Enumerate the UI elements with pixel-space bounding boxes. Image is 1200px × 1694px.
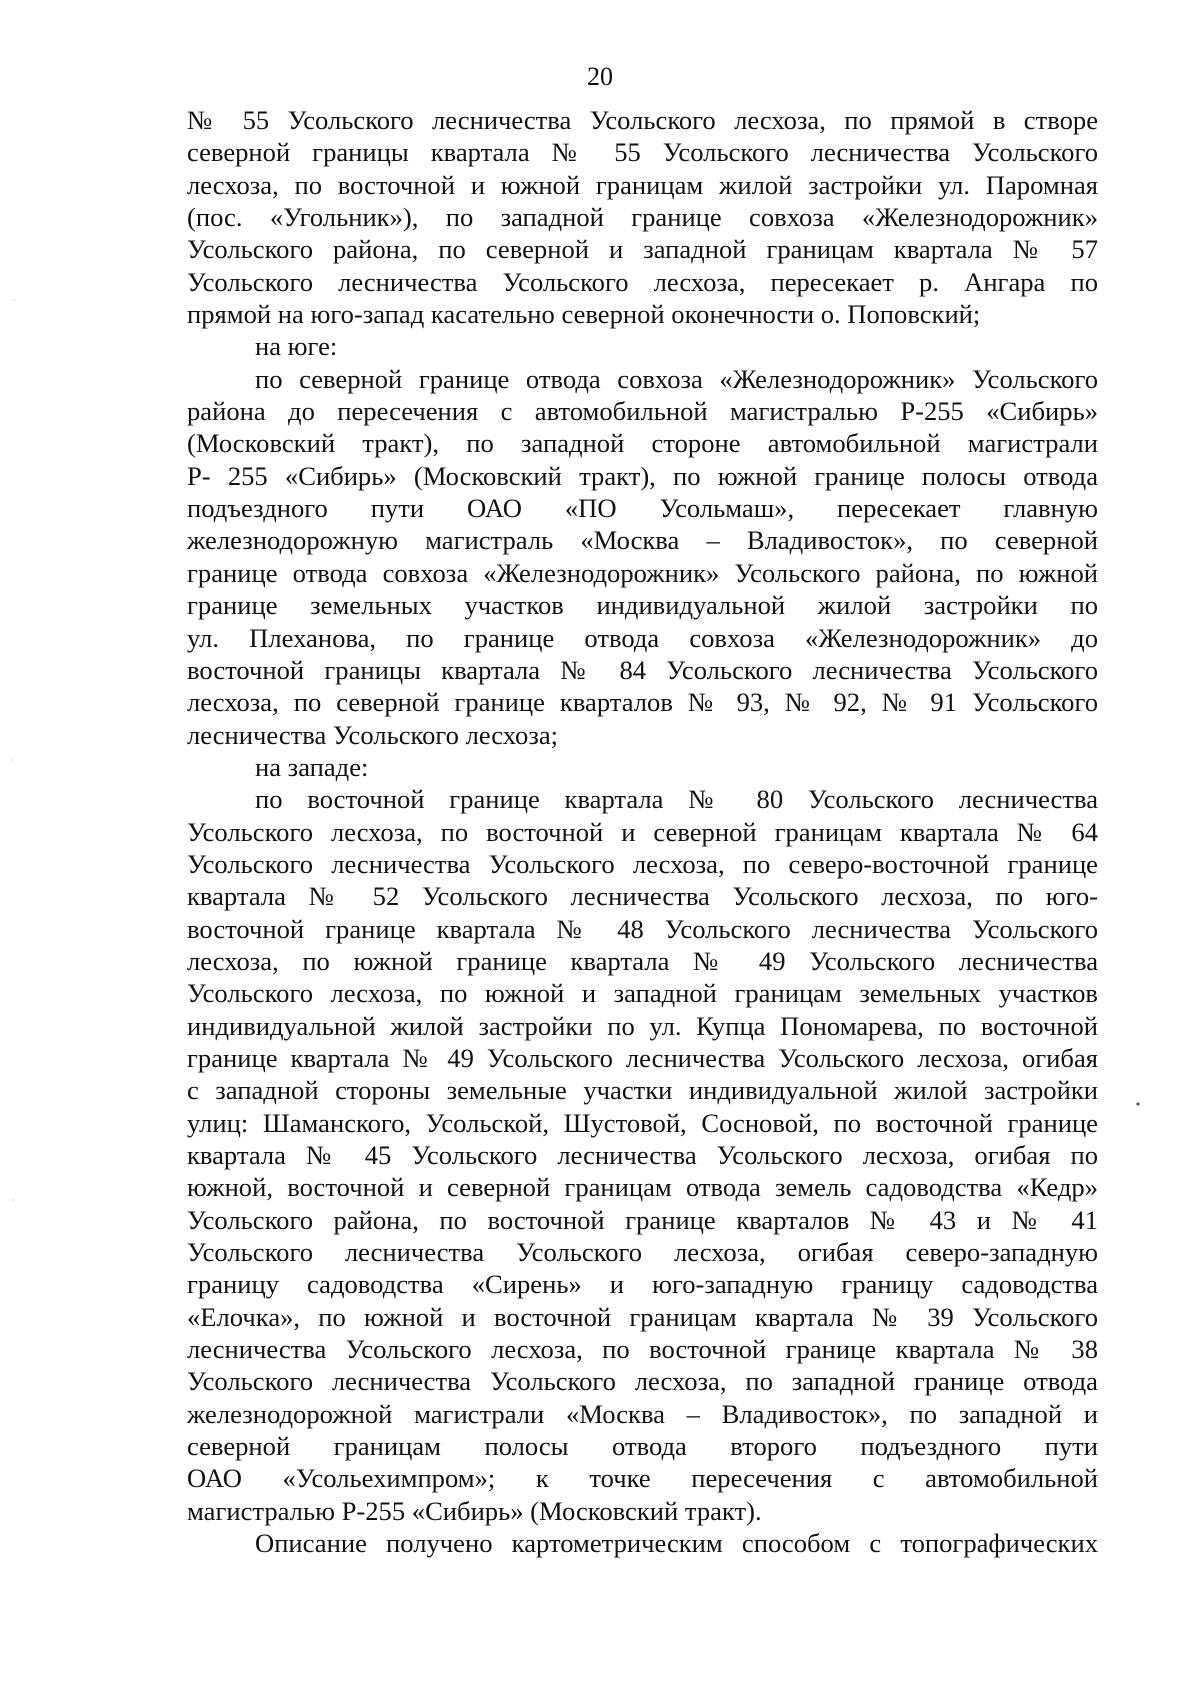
text-line: (пос. «Угольник»), по западной границе совхоза «Железнодорожник» bbox=[187, 202, 1098, 233]
text-line: ОАО «Усольехимпром»; к точке пересечения с автомобильной bbox=[187, 1463, 1098, 1494]
text-line: восточной границы квартала № 84 Усольского лесничества Усольского bbox=[187, 654, 1098, 685]
text-line: Усольского лесничества Усольского лесхоза, по западной границе отвода bbox=[187, 1366, 1098, 1397]
text-line: квартала № 45 Усольского лесничества Усольского лесхоза, огибая по bbox=[187, 1140, 1098, 1170]
text-line: на юге: bbox=[255, 331, 338, 362]
scan-speck bbox=[11, 759, 13, 761]
text-line: подъездного пути ОАО «ПО Усольмаш», пересекает главную bbox=[187, 493, 1098, 524]
text-line: на западе: bbox=[255, 751, 369, 782]
text-line: Усольского района, по восточной границе кварталов № 43 и № 41 bbox=[187, 1204, 1098, 1235]
text-line: Описание получено картометрическим способом с топографических bbox=[255, 1528, 1098, 1559]
text-line: северной границы квартала № 55 Усольского лесничества Усольского bbox=[187, 137, 1098, 168]
text-line: Усольского лесничества Усольского лесхоза, по северо-восточной границе bbox=[187, 848, 1098, 879]
text-line: железнодорожной магистрали «Москва – Владивосток», по западной и bbox=[187, 1398, 1098, 1429]
text-line: района до пересечения с автомобильной магистралью Р-255 «Сибирь» bbox=[187, 396, 1098, 427]
text-line: улиц: Шаманского, Усольской, Шустовой, Сосновой, по восточной границе bbox=[187, 1107, 1098, 1138]
text-line: границе земельных участков индивидуальной жилой застройки по bbox=[187, 590, 1098, 621]
text-line: квартала № 52 Усольского лесничества Усольского лесхоза, по юго- bbox=[187, 881, 1098, 912]
text-line: № 55 Усольского лесничества Усольского лесхоза, по прямой в створе bbox=[187, 105, 1098, 135]
text-line: лесничества Усольского лесхоза, по восточной границе квартала № 38 bbox=[187, 1334, 1098, 1365]
text-line: индивидуальной жилой застройки по ул. Купца Пономарева, по восточной bbox=[187, 1010, 1098, 1041]
text-line: восточной границе квартала № 48 Усольского лесничества Усольского bbox=[187, 913, 1098, 944]
scan-speck bbox=[12, 1199, 14, 1201]
text-line: Усольского лесничества Усольского лесхоза, огибая северо-западную bbox=[187, 1237, 1098, 1268]
text-line: Усольского лесхоза, по южной и западной границам земельных участков bbox=[187, 978, 1098, 1009]
text-line: Р- 255 «Сибирь» (Московский тракт), по южной границе полосы отвода bbox=[187, 460, 1098, 491]
text-line: железнодорожную магистраль «Москва – Владивосток», по северной bbox=[187, 525, 1098, 556]
text-line: прямой на юго-запад касательно северной оконечности о. Поповский; bbox=[187, 299, 981, 330]
text-line: «Елочка», по южной и восточной границам квартала № 39 Усольского bbox=[187, 1301, 1098, 1332]
text-line: лесничества Усольского лесхоза; bbox=[187, 719, 559, 750]
text-line: границе отвода совхоза «Железнодорожник» Усольского района, по южной bbox=[187, 557, 1098, 588]
text-line: лесхоза, по южной границе квартала № 49 Усольского лесничества bbox=[187, 945, 1098, 976]
text-line: границе квартала № 49 Усольского лесничества Усольского лесхоза, огибая bbox=[187, 1042, 1098, 1073]
text-line: границу садоводства «Сирень» и юго-западную границу садоводства bbox=[187, 1269, 1098, 1300]
text-line: ул. Плеханова, по границе отвода совхоза «Железнодорожник» до bbox=[187, 622, 1098, 653]
text-line: (Московский тракт), по западной стороне автомобильной магистрали bbox=[187, 428, 1098, 459]
text-line: Усольского лесничества Усольского лесхоза, пересекает р. Ангара по bbox=[187, 266, 1098, 297]
text-line: южной, восточной и северной границам отвода земель садоводства «Кедр» bbox=[187, 1172, 1098, 1203]
text-line: лесхоза, по восточной и южной границам жилой застройки ул. Паромная bbox=[187, 169, 1098, 200]
text-line: по северной границе отвода совхоза «Железнодорожник» Усольского bbox=[255, 363, 1098, 394]
text-line: магистралью Р-255 «Сибирь» (Московский тракт). bbox=[187, 1495, 762, 1526]
text-line: по восточной границе квартала № 80 Усольского лесничества bbox=[255, 784, 1098, 815]
text-line: лесхоза, по северной границе кварталов № 93, № 92, № 91 Усольского bbox=[187, 687, 1098, 718]
body-text bbox=[187, 104, 1098, 1559]
scan-speck bbox=[13, 299, 15, 301]
text-line: с западной стороны земельные участки индивидуальной жилой застройки bbox=[187, 1075, 1098, 1106]
text-line: Усольского лесхоза, по восточной и северной границам квартала № 64 bbox=[187, 816, 1098, 847]
text-line: северной границам полосы отвода второго подъездного пути bbox=[187, 1431, 1098, 1462]
page-number: 20 bbox=[587, 62, 613, 91]
scan-speck bbox=[1136, 1102, 1139, 1105]
text-line: Усольского района, по северной и западной границам квартала № 57 bbox=[187, 234, 1098, 265]
